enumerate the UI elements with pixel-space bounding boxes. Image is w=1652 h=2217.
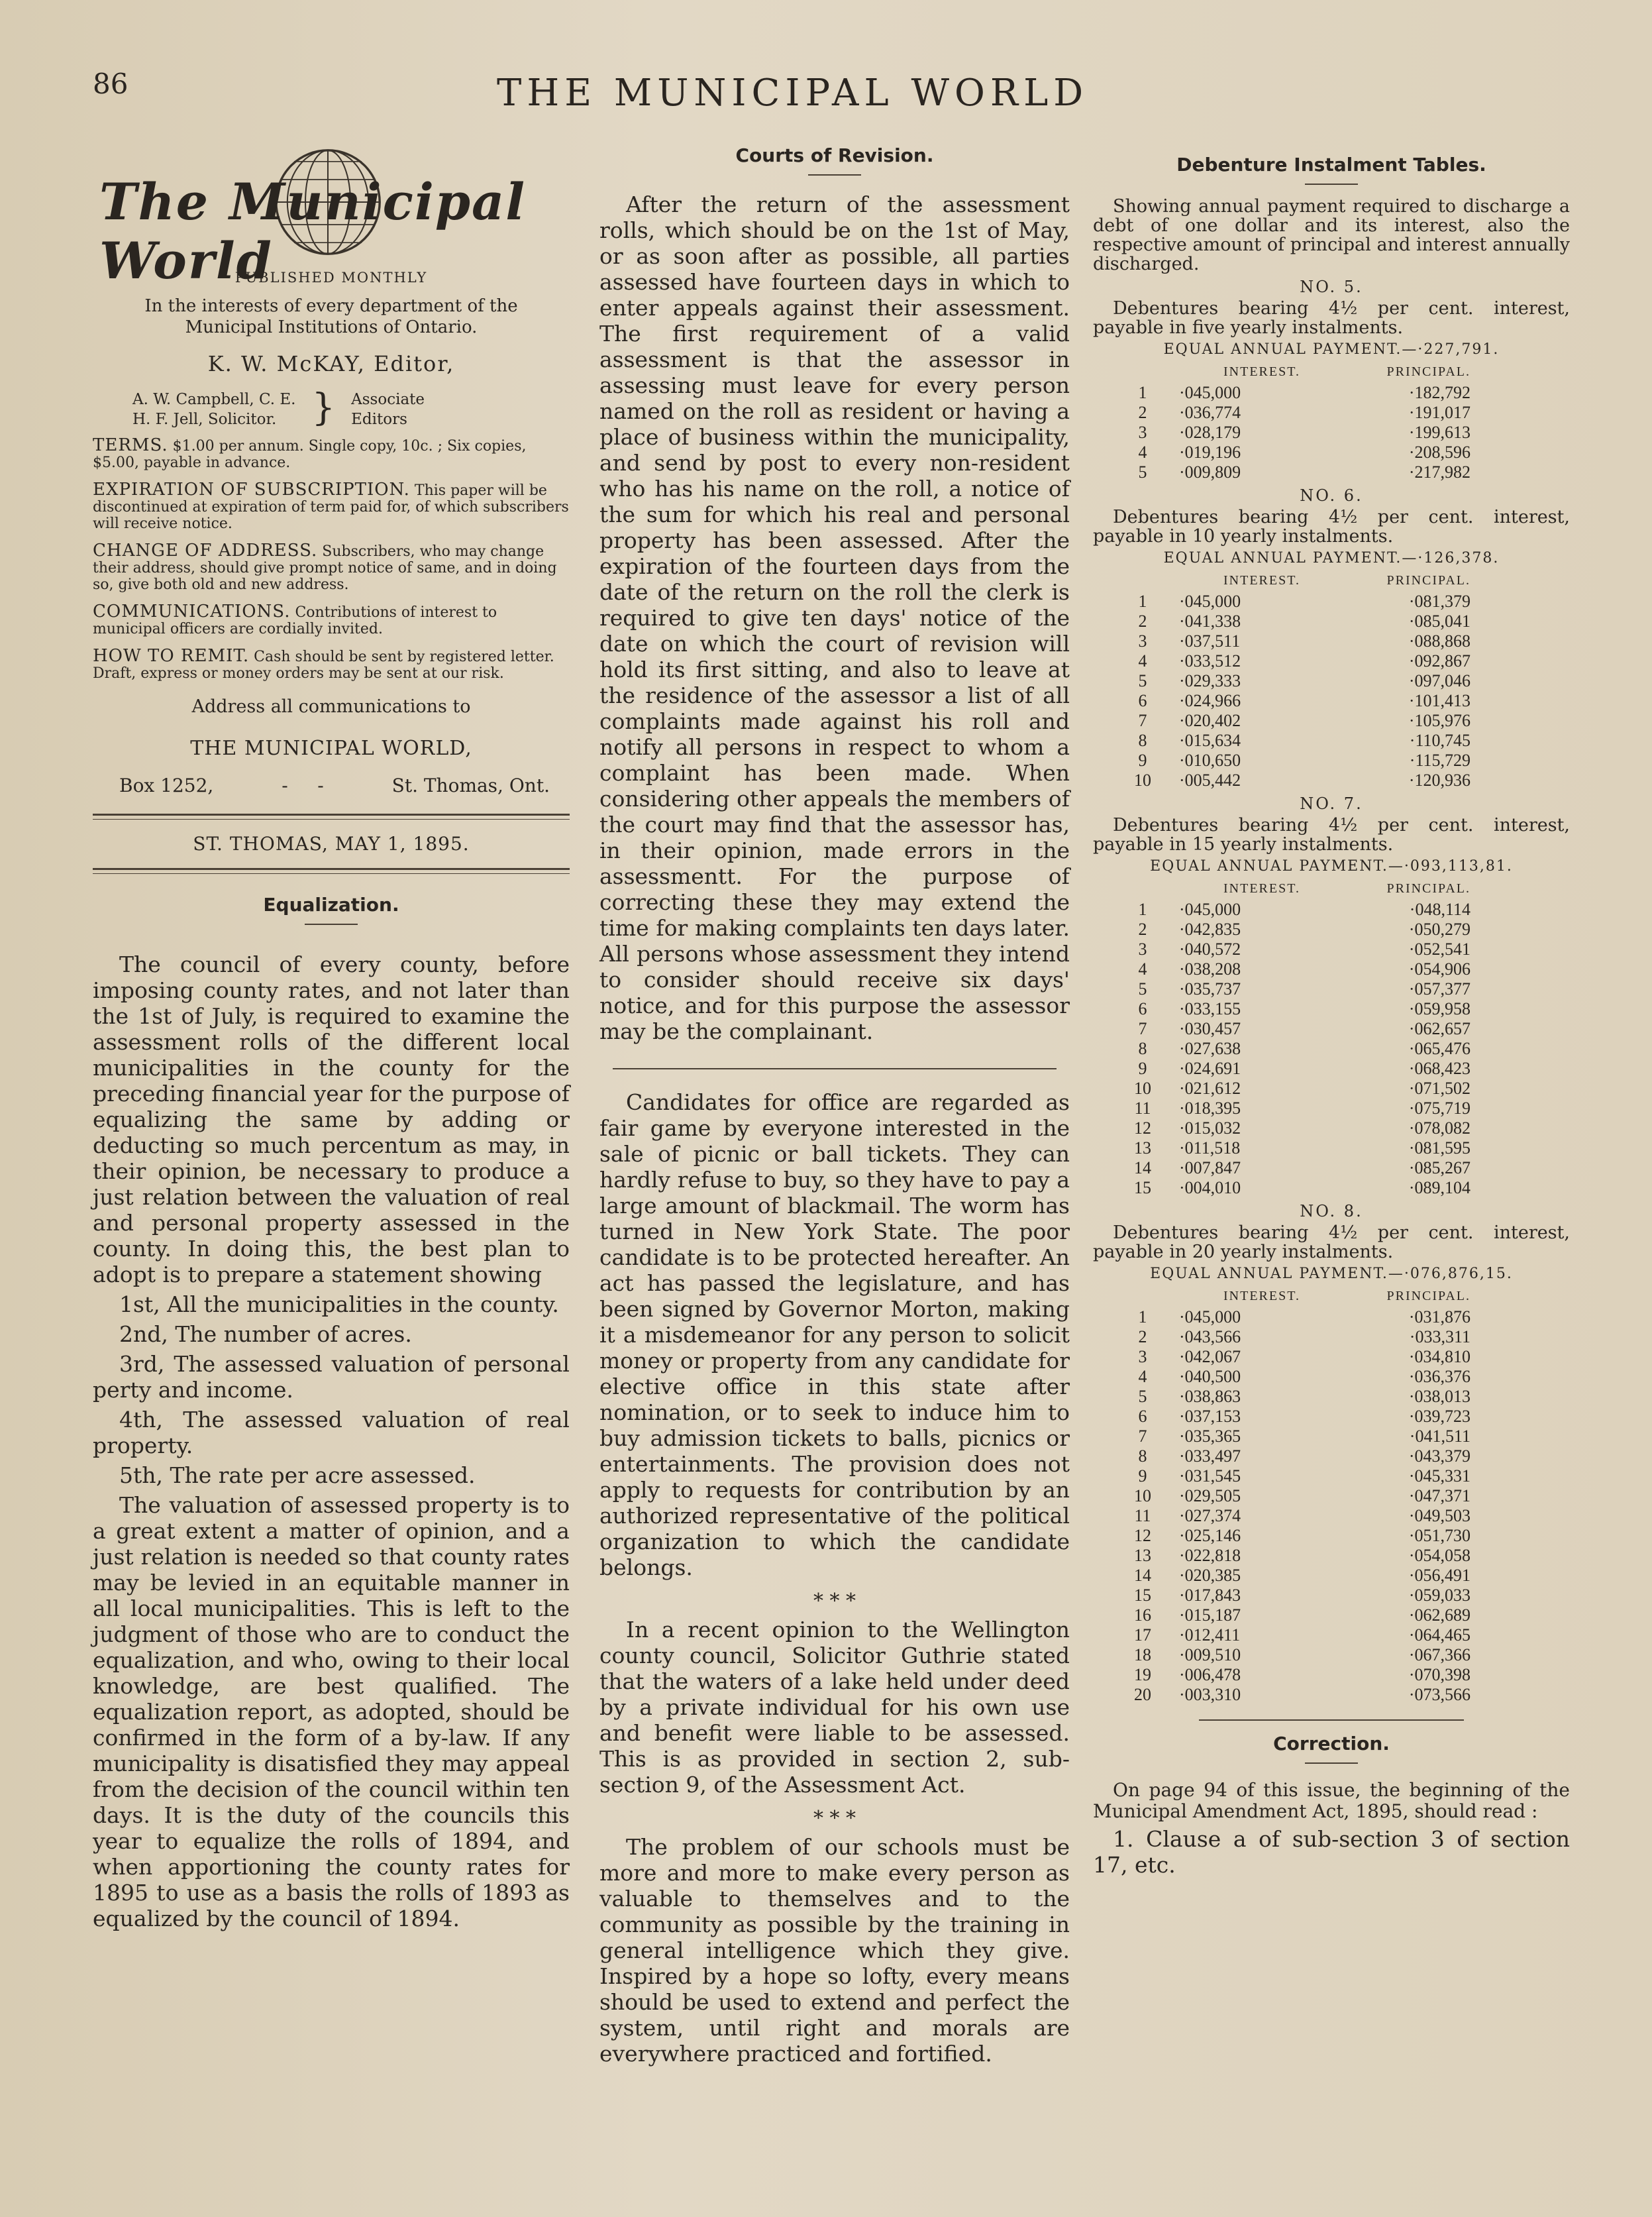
address-box: Box 1252, (119, 775, 214, 796)
principal-cell: ·120,936 (1408, 771, 1471, 790)
published-monthly: PUBLISHED MONTHLY (234, 270, 428, 286)
associate-editor-name: H. F. Jell, Solicitor. (132, 411, 277, 428)
table-row (1119, 1645, 1471, 1665)
year-cell: 1 (1138, 900, 1147, 919)
interest-cell: ·029,505 (1179, 1486, 1241, 1505)
table-row (1119, 1367, 1471, 1387)
table-row (1119, 1665, 1471, 1685)
header-principal: PRINCIPAL. (1386, 364, 1471, 379)
principal-cell: ·041,511 (1409, 1427, 1471, 1446)
table-row (1119, 1427, 1471, 1446)
equalization-article (93, 951, 570, 1931)
principal-cell: ·065,476 (1408, 1039, 1471, 1058)
notice-change-address: CHANGE OF ADDRESS. Subscribers, who may change their address, should give prompt notice of same, and in doing so, give both old and new address. (93, 541, 557, 593)
principal-cell: ·191,017 (1408, 403, 1471, 422)
year-cell: 1 (1138, 1307, 1147, 1326)
year-cell: 1 (1138, 592, 1147, 611)
table-row (1119, 612, 1471, 631)
year-cell: 18 (1134, 1645, 1151, 1664)
table-row (1119, 1625, 1471, 1645)
header-interest: INTEREST. (1223, 881, 1300, 896)
principal-cell: ·059,033 (1408, 1586, 1471, 1605)
principal-cell: ·057,377 (1408, 979, 1471, 999)
interest-cell: ·027,374 (1179, 1506, 1241, 1525)
table-header-row (1119, 877, 1471, 900)
table-row (1119, 671, 1471, 691)
associate-role: Associate (351, 391, 425, 408)
correction-heading: Correction. (1273, 1733, 1390, 1755)
interest-cell: ·020,402 (1179, 711, 1241, 730)
equalization-item: 2nd, The number of acres. (119, 1321, 412, 1347)
year-cell: 2 (1138, 403, 1147, 422)
table-row (1119, 1466, 1471, 1486)
interest-cell: ·038,863 (1179, 1387, 1241, 1406)
principal-cell: ·033,311 (1409, 1327, 1471, 1346)
dateline: ST. THOMAS, MAY 1, 1895. (193, 833, 470, 855)
divider (1199, 1719, 1464, 1721)
table-row (1119, 1158, 1471, 1178)
debenture-tables (1093, 278, 1570, 1705)
header-blank (1119, 877, 1166, 900)
principal-cell: ·062,657 (1408, 1019, 1471, 1038)
header-blank (1119, 1285, 1166, 1307)
interest-cell: ·035,737 (1179, 979, 1241, 999)
table-row (1119, 1566, 1471, 1586)
equal-annual-payment: EQUAL ANNUAL PAYMENT.—·227,791. (1163, 341, 1500, 358)
table-row (1119, 423, 1471, 443)
interest-cell: ·045,000 (1179, 900, 1241, 919)
year-cell: 3 (1138, 631, 1147, 651)
principal-cell: ·043,379 (1408, 1446, 1471, 1466)
table-row (1119, 1387, 1471, 1407)
principal-cell: ·068,423 (1408, 1059, 1471, 1078)
year-cell: 13 (1134, 1546, 1151, 1565)
table-row (1119, 1586, 1471, 1605)
table-row (1119, 1079, 1471, 1099)
equalization-item: 1st, All the municipalities in the county. (119, 1291, 559, 1317)
principal-cell: ·110,745 (1409, 731, 1471, 750)
wellington-text: In a recent opinion to the Wellington county council, Solicitor Guthrie stated that the waters of a lake held under deed by a private individual for his own use and benefit were liable to be assessed. This is as provided in section 2, sub-section 9, of the Assessment Act. (599, 1617, 1070, 1798)
interest-cell: ·029,333 (1179, 671, 1241, 690)
table-row (1119, 920, 1471, 940)
table-row (1119, 900, 1471, 920)
candidates-article (599, 1089, 1070, 1580)
year-cell: 6 (1138, 691, 1147, 710)
table-header-row (1119, 569, 1471, 592)
correction-text: On page 94 of this issue, the beginning of the Municipal Amendment Act, 1895, should read : (1093, 1779, 1570, 1822)
table-row (1119, 1605, 1471, 1625)
table-row (1119, 979, 1471, 999)
principal-cell: ·070,398 (1408, 1665, 1471, 1684)
table-description: Debentures bearing 4½ per cent. interest, payable in 20 yearly instalments. (1093, 1222, 1570, 1262)
debenture-table (1119, 569, 1471, 790)
debenture-table (1119, 877, 1471, 1198)
table-description: Debentures bearing 4½ per cent. interest, payable in five yearly instalments. (1093, 298, 1570, 338)
year-cell: 19 (1134, 1665, 1151, 1684)
principal-cell: ·078,082 (1408, 1118, 1471, 1138)
table-row (1119, 1178, 1471, 1198)
principal-cell: ·075,719 (1408, 1099, 1471, 1118)
table-row (1119, 1486, 1471, 1506)
interest-cell: ·040,500 (1179, 1367, 1241, 1386)
interest-cell: ·012,411 (1179, 1625, 1241, 1645)
principal-cell: ·062,689 (1408, 1605, 1471, 1625)
principal-cell: ·081,595 (1408, 1138, 1471, 1158)
notice-expiration: EXPIRATION OF SUBSCRIPTION. This paper will be discontinued at expiration of term paid for, of which subscribers will receive notice. (93, 480, 569, 532)
table-row (1119, 383, 1471, 403)
table-row (1119, 631, 1471, 651)
header-principal: PRINCIPAL. (1386, 881, 1471, 896)
column-middle (599, 139, 1070, 2071)
table-row (1119, 1039, 1471, 1059)
table-description: Debentures bearing 4½ per cent. interest, payable in 15 yearly instalments. (1093, 815, 1570, 855)
interest-cell: ·040,572 (1179, 940, 1241, 959)
interest-cell: ·015,634 (1179, 731, 1241, 750)
table-description: Debentures bearing 4½ per cent. interest, payable in 10 yearly instalments. (1093, 507, 1570, 547)
interest-cell: ·045,000 (1179, 592, 1241, 611)
year-cell: 14 (1134, 1566, 1151, 1585)
table-row (1119, 1138, 1471, 1158)
interest-cell: ·036,774 (1179, 403, 1241, 422)
principal-cell: ·052,541 (1408, 940, 1471, 959)
debenture-heading: Debenture Instalment Tables. (1176, 154, 1486, 176)
table-header-row (1119, 1285, 1471, 1307)
principal-cell: ·034,810 (1408, 1347, 1471, 1366)
table-row (1119, 999, 1471, 1019)
table-row (1119, 1327, 1471, 1347)
year-cell: 12 (1134, 1526, 1151, 1545)
principal-cell: ·182,792 (1408, 383, 1471, 402)
year-cell: 11 (1134, 1099, 1151, 1118)
year-cell: 16 (1134, 1605, 1151, 1625)
year-cell: 4 (1138, 1367, 1147, 1386)
interest-cell: ·004,010 (1179, 1178, 1241, 1197)
table-row (1119, 1059, 1471, 1079)
equalization-closing: The valuation of assessed property is to a great extent a matter of opinion, and a just relation is needed so that county rates may be levied in an equitable manner in all local municipalities. This is left to the judgment of those who are to conduct the equalization, and who, owing to their local knowledge, are best qualified. The equalization report, as adopted, should be confirmed in the form of a by-law. If any municipality is disatisfied they may appeal from the decision of the council within ten days. It is the duty of the councils this year to equalize the rolls of 1894, and when apportioning the county rates for 1895 to use as a basis the rolls of 1893 as equalized by the council of 1894. (93, 1492, 570, 1931)
stars-separator: * * * (813, 1590, 856, 1613)
address-dashes: - - (282, 775, 324, 796)
year-cell: 9 (1138, 751, 1147, 770)
equal-annual-payment: EQUAL ANNUAL PAYMENT.—·076,876,15. (1150, 1266, 1513, 1282)
principal-cell: ·085,041 (1408, 612, 1471, 631)
table-row (1119, 1347, 1471, 1367)
interest-cell: ·007,847 (1179, 1158, 1241, 1177)
debenture-table (1119, 1285, 1471, 1705)
table-header-row (1119, 360, 1471, 383)
table-row (1119, 1407, 1471, 1427)
header-interest: INTEREST. (1223, 364, 1300, 379)
interest-cell: ·033,512 (1179, 651, 1241, 671)
table-row (1119, 940, 1471, 959)
header-interest: INTEREST. (1223, 1289, 1300, 1303)
associate-editor-name: A. W. Campbell, C. E. (132, 391, 296, 408)
year-cell: 14 (1134, 1158, 1151, 1177)
table-row (1119, 751, 1471, 771)
masthead-word-the: The (99, 172, 210, 231)
interest-cell: ·020,385 (1179, 1566, 1241, 1585)
table-row (1119, 711, 1471, 731)
interest-cell: ·045,000 (1179, 1307, 1241, 1326)
year-cell: 3 (1138, 423, 1147, 442)
principal-cell: ·039,723 (1408, 1407, 1471, 1426)
table-row (1119, 959, 1471, 979)
interest-cell: ·042,835 (1179, 920, 1241, 939)
year-cell: 2 (1138, 1327, 1147, 1346)
principal-cell: ·056,491 (1408, 1566, 1471, 1585)
debenture-intro: Showing annual payment required to discharge a debt of one dollar and its interest, also the respective amount of principal and interest annually discharged. (1093, 196, 1570, 274)
interest-cell: ·037,511 (1179, 631, 1241, 651)
year-cell: 4 (1138, 959, 1147, 979)
principal-cell: ·071,502 (1408, 1079, 1471, 1098)
interest-cell: ·045,000 (1179, 383, 1241, 402)
interest-cell: ·009,510 (1179, 1645, 1241, 1664)
notice-communications: COMMUNICATIONS. Contributions of interest to municipal officers are cordially invited. (93, 602, 497, 637)
interest-cell: ·042,067 (1179, 1347, 1241, 1366)
divider (1305, 184, 1358, 185)
interest-cell: ·017,843 (1179, 1586, 1241, 1605)
year-cell: 6 (1138, 1407, 1147, 1426)
table-number: NO. 7. (1300, 794, 1363, 813)
interest-cell: ·009,809 (1179, 462, 1241, 482)
header-principal: PRINCIPAL. (1386, 573, 1471, 588)
divider (808, 174, 861, 176)
masthead-logo (99, 172, 570, 290)
table-row (1119, 1446, 1471, 1466)
table-row (1119, 1099, 1471, 1118)
year-cell: 6 (1138, 999, 1147, 1018)
year-cell: 7 (1138, 1427, 1147, 1446)
interest-cell: ·038,208 (1179, 959, 1241, 979)
column-right (1093, 139, 1570, 1878)
table-row (1119, 403, 1471, 423)
year-cell: 13 (1134, 1138, 1151, 1158)
table-row (1119, 771, 1471, 790)
table-number: NO. 5. (1300, 278, 1363, 296)
brace: } (311, 386, 336, 429)
table-row (1119, 592, 1471, 612)
interest-cell: ·011,518 (1179, 1138, 1241, 1158)
year-cell: 10 (1134, 1079, 1151, 1098)
table-row (1119, 1506, 1471, 1526)
principal-cell: ·088,868 (1408, 631, 1471, 651)
year-cell: 15 (1134, 1586, 1151, 1605)
schools-article (599, 1834, 1070, 2067)
year-cell: 5 (1138, 671, 1147, 690)
address-intro: Address all communications to (191, 696, 471, 717)
interest-cell: ·030,457 (1179, 1019, 1241, 1038)
schools-text: The problem of our schools must be more and more to make every person as valuable to themselves and to the community as possible by the training in general intelligence which they give. Inspired by a hope so lofty, every means should be used to extend and perfect the system, until right and morals are everywhere practiced and fortified. (599, 1834, 1070, 2067)
interest-cell: ·024,966 (1179, 691, 1241, 710)
page-number: 86 (93, 68, 129, 100)
equal-annual-payment: EQUAL ANNUAL PAYMENT.—·093,113,81. (1150, 858, 1513, 875)
year-cell: 4 (1138, 651, 1147, 671)
principal-cell: ·101,413 (1408, 691, 1471, 710)
principal-cell: ·036,376 (1408, 1367, 1471, 1386)
interest-cell: ·033,155 (1179, 999, 1241, 1018)
header-blank (1119, 360, 1166, 383)
principal-cell: ·038,013 (1408, 1387, 1471, 1406)
table-row (1119, 691, 1471, 711)
address-name: THE MUNICIPAL WORLD, (190, 737, 472, 760)
interest-cell: ·043,566 (1179, 1327, 1241, 1346)
wellington-article (599, 1617, 1070, 1798)
principal-cell: ·064,465 (1408, 1625, 1471, 1645)
associate-role: Editors (351, 411, 407, 428)
principal-cell: ·051,730 (1408, 1526, 1471, 1545)
equalization-item: 4th, The assessed valuation of real property. (93, 1407, 570, 1458)
year-cell: 4 (1138, 443, 1147, 462)
principal-cell: ·047,371 (1408, 1486, 1471, 1505)
courts-article (599, 191, 1070, 1044)
header-blank (1119, 569, 1166, 592)
principal-cell: ·085,267 (1408, 1158, 1471, 1177)
table-row (1119, 443, 1471, 462)
column-left (93, 139, 570, 1935)
principal-cell: ·054,906 (1408, 959, 1471, 979)
year-cell: 8 (1138, 731, 1147, 750)
interest-cell: ·019,196 (1179, 443, 1241, 462)
equalization-item: 5th, The rate per acre assessed. (119, 1462, 476, 1488)
interest-cell: ·015,032 (1179, 1118, 1241, 1138)
year-cell: 7 (1138, 711, 1147, 730)
principal-cell: ·208,596 (1408, 443, 1471, 462)
principal-cell: ·054,058 (1408, 1546, 1471, 1565)
correction-clause: 1. Clause a of sub-section 3 of section 17, etc. (1093, 1826, 1570, 1878)
interest-cell: ·028,179 (1179, 423, 1241, 442)
table-row (1119, 1019, 1471, 1039)
notice-terms: TERMS. $1.00 per annum. Single copy, 10c. ; Six copies, $5.00, payable in advance. (93, 435, 527, 471)
year-cell: 3 (1138, 940, 1147, 959)
year-cell: 5 (1138, 1387, 1147, 1406)
address-city: St. Thomas, Ont. (391, 775, 550, 796)
principal-cell: ·059,958 (1408, 999, 1471, 1018)
table-row (1119, 651, 1471, 671)
address-line (93, 775, 570, 796)
interest-cell: ·024,691 (1179, 1059, 1241, 1078)
year-cell: 9 (1138, 1466, 1147, 1486)
year-cell: 2 (1138, 920, 1147, 939)
year-cell: 10 (1134, 1486, 1151, 1505)
table-row (1119, 462, 1471, 482)
divider (613, 1068, 1057, 1069)
principal-cell: ·048,114 (1409, 900, 1471, 919)
year-cell: 1 (1138, 383, 1147, 402)
table-row (1119, 1118, 1471, 1138)
principal-cell: ·105,976 (1408, 711, 1471, 730)
principal-cell: ·092,867 (1408, 651, 1471, 671)
table-row (1119, 1307, 1471, 1327)
interest-cell: ·025,146 (1179, 1526, 1241, 1545)
year-cell: 17 (1134, 1625, 1151, 1645)
divider (93, 814, 570, 820)
principal-cell: ·031,876 (1408, 1307, 1471, 1326)
year-cell: 5 (1138, 462, 1147, 482)
year-cell: 10 (1134, 771, 1151, 790)
year-cell: 5 (1138, 979, 1147, 999)
year-cell: 8 (1138, 1446, 1147, 1466)
principal-cell: ·049,503 (1408, 1506, 1471, 1525)
year-cell: 7 (1138, 1019, 1147, 1038)
principal-cell: ·097,046 (1408, 671, 1471, 690)
principal-cell: ·050,279 (1408, 920, 1471, 939)
year-cell: 3 (1138, 1347, 1147, 1366)
header-interest: INTEREST. (1223, 573, 1300, 588)
principal-cell: ·199,613 (1408, 423, 1471, 442)
principal-cell: ·073,566 (1408, 1685, 1471, 1704)
principal-cell: ·081,379 (1408, 592, 1471, 611)
masthead-word-municipal: Municipal (229, 172, 527, 231)
page-header-title: THE MUNICIPAL WORLD (497, 72, 1089, 115)
table-row (1119, 731, 1471, 751)
year-cell: 12 (1134, 1118, 1151, 1138)
year-cell: 9 (1138, 1059, 1147, 1078)
interest-cell: ·041,338 (1179, 612, 1241, 631)
interests-line: In the interests of every department of the Municipal Institutions of Ontario. (144, 296, 518, 337)
divider (305, 924, 358, 925)
courts-text: After the return of the assessment rolls, which should be on the 1st of May, or as soon after as possible, all parties assessed have fourteen days in which to enter appeals against their assessment. The first requirement of a valid assessment is that the assessor in assessing must leave for every person named on the roll as resident or having a place of business within the municipality, and send by post to every non-resident who has his name on the roll, a notice of the sum for which his real and personal property has been assessed. After the expiration of the fourteen days from the date of the return on the roll the clerk is required to give ten days' notice of the date on which the court of revision will hold its first sitting, and also to leave at the residence of the assessor a list of all complaints made against his roll and notify all persons in respect to whom a complaint has been made. When considering other appeals the members of the court may find that the assessor has, in their opinion, made errors in the assessmentt. For the purpose of correcting these they may extend the time for making complaints ten days later. All persons whose assessment they intend to consider should receive six days' notice, and for this purpose the assessor may be the complainant. (599, 191, 1070, 1044)
interest-cell: ·022,818 (1179, 1546, 1241, 1565)
interest-cell: ·018,395 (1179, 1099, 1241, 1118)
table-row (1119, 1546, 1471, 1566)
year-cell: 15 (1134, 1178, 1151, 1197)
principal-cell: ·089,104 (1408, 1178, 1471, 1197)
interest-cell: ·021,612 (1179, 1079, 1241, 1098)
stars-separator: * * * (813, 1807, 856, 1830)
courts-heading: Courts of Revision. (735, 144, 934, 166)
principal-cell: ·115,729 (1409, 751, 1471, 770)
associate-editors (132, 386, 570, 429)
equalization-heading: Equalization. (263, 894, 399, 916)
interest-cell: ·005,442 (1179, 771, 1241, 790)
equalization-item: 3rd, The assessed valuation of personal perty and income. (93, 1351, 570, 1403)
principal-cell: ·217,982 (1408, 462, 1471, 482)
interest-cell: ·031,545 (1179, 1466, 1241, 1486)
divider (1305, 1762, 1358, 1764)
principal-cell: ·067,366 (1408, 1645, 1471, 1664)
year-cell: 11 (1134, 1506, 1151, 1525)
interest-cell: ·027,638 (1179, 1039, 1241, 1058)
year-cell: 2 (1138, 612, 1147, 631)
interest-cell: ·010,650 (1179, 751, 1241, 770)
table-number: NO. 6. (1300, 486, 1363, 505)
notice-remit: HOW TO REMIT. Cash should be sent by registered letter. Draft, express or money orders may be sent at our risk. (93, 646, 554, 682)
interest-cell: ·003,310 (1179, 1685, 1241, 1704)
interest-cell: ·015,187 (1179, 1605, 1241, 1625)
interest-cell: ·035,365 (1179, 1427, 1241, 1446)
table-row (1119, 1685, 1471, 1705)
candidates-text: Candidates for office are regarded as fair game by everyone interested in the sale of picnic or ball tickets. They can hardly refuse to buy, so they have to pay a large amount of blackmail. The worm has turned in New York State. The poor candidate is to be protected hereafter. An act has passed the legislature, and has been signed by Governor Morton, making it a misdemeanor for any person to solicit money or property from any candidate for elective office in this state after nomination, or to seek to induce him to buy admission tickets to balls, picnics or entertainments. The provision does not apply to requests for contribution by an authorized representative of the political organization to which the candidate belongs. (599, 1089, 1070, 1580)
interest-cell: ·006,478 (1179, 1665, 1241, 1684)
equalization-intro: The council of every county, before imposing county rates, and not later than the 1st of July, is required to examine the assessment rolls of the different local municipalities in the county for the preceding financial year for the purpose of equalizing the same by adding or deducting so much percentum as may, in their opinion, be necessary to produce a just relation between the valuation of real and personal property assessed in the county. In doing this, the best plan to adopt is to prepare a statement showing (93, 951, 570, 1287)
principal-cell: ·045,331 (1408, 1466, 1471, 1486)
table-number: NO. 8. (1300, 1202, 1363, 1220)
interest-cell: ·037,153 (1179, 1407, 1241, 1426)
interest-cell: ·033,497 (1179, 1446, 1241, 1466)
header-principal: PRINCIPAL. (1386, 1289, 1471, 1303)
table-row (1119, 1526, 1471, 1546)
equal-annual-payment: EQUAL ANNUAL PAYMENT.—·126,378. (1163, 550, 1500, 567)
editor-line: K. W. McKAY, Editor, (207, 351, 455, 376)
divider (93, 868, 570, 874)
debenture-table (1119, 360, 1471, 482)
year-cell: 8 (1138, 1039, 1147, 1058)
year-cell: 20 (1134, 1685, 1151, 1704)
masthead-word-world: World (99, 231, 273, 290)
